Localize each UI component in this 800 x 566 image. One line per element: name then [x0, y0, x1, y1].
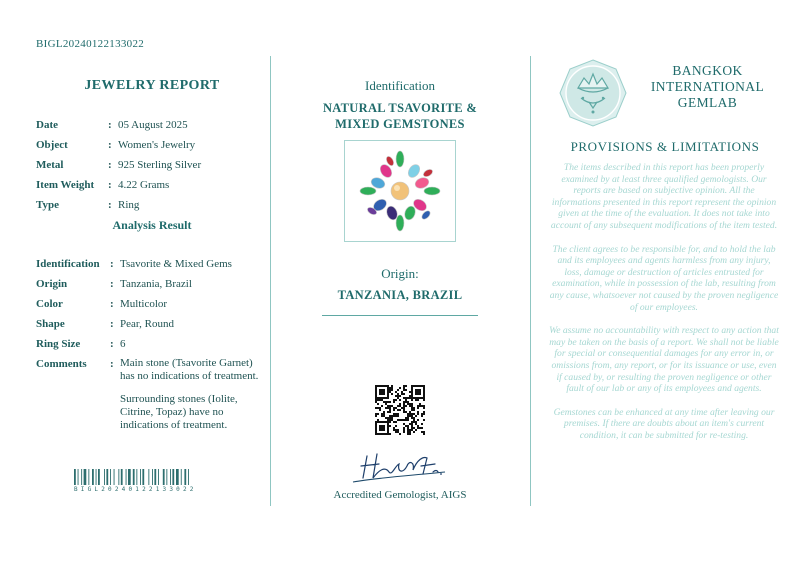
field-label: Date — [36, 119, 58, 131]
lab-name-line1: BANGKOK — [672, 63, 743, 78]
barcode — [74, 469, 230, 493]
provisions-text — [549, 162, 779, 453]
divider-right — [530, 56, 531, 506]
identification-title-line2: MIXED GEMSTONES — [335, 117, 465, 131]
field-label: Identification — [36, 258, 100, 270]
field-label: Origin — [36, 278, 68, 290]
divider-left — [270, 56, 271, 506]
field-label: Item Weight — [36, 179, 95, 191]
field-value: 925 Sterling Silver — [118, 159, 202, 171]
field-label: Metal — [36, 159, 64, 171]
identification-title — [300, 100, 500, 132]
field-colon: : — [110, 358, 114, 370]
gem-crown-seal-icon — [558, 58, 628, 128]
field-value: Tanzania, Brazil — [120, 278, 192, 290]
lab-name-line3: GEMLAB — [677, 95, 738, 110]
comments-text — [120, 357, 268, 442]
field-label: Color — [36, 298, 63, 310]
field-row-object — [36, 138, 268, 152]
analysis-row-color — [36, 297, 268, 311]
gem-photo-frame — [344, 140, 456, 242]
analysis-row-ring-size — [36, 337, 268, 351]
field-colon: : — [108, 199, 112, 211]
provision-paragraph-1: The items described in this report has been properly examined by at least three qualified gemologists. Our reports are based on subjective opinion. All the informations presented in this report represent the opinion given at the time of the evaluation. It does not take into account of any subsequent modifications of the item tested. — [550, 162, 778, 231]
field-colon: : — [110, 318, 114, 330]
analysis-row-comments — [36, 357, 268, 442]
field-colon: : — [108, 139, 112, 151]
field-label: Type — [36, 199, 60, 211]
provision-paragraph-3: We assume no accountability with respect to any action that may be taken on the basis of a report. We shall not be liable for special or consequential damages for any error in, or omissions from, any report, or for its issuance or use, even if caused by, or resulting the proven negligence or other fault of our lab or any of its employees and agents. — [549, 325, 779, 395]
lab-name — [640, 63, 775, 111]
field-colon: : — [108, 159, 112, 171]
field-row-date — [36, 118, 268, 132]
field-row-item-weight — [36, 178, 268, 192]
origin-value: TANZANIA, BRAZIL — [337, 288, 463, 302]
field-colon: : — [108, 119, 112, 131]
comment-surrounding-stones: Surrounding stones (Iolite, Citrine, Topaz) have no indications of treatment. — [120, 393, 238, 431]
analysis-row-shape — [36, 317, 268, 331]
field-value: Pear, Round — [120, 318, 174, 330]
comment-main-stone: Main stone (Tsavorite Garnet) has no indications of treatment. — [120, 357, 259, 382]
field-value: Tsavorite & Mixed Gems — [120, 258, 232, 270]
provisions-title: PROVISIONS & LIMITATIONS — [570, 139, 760, 154]
identification-title-line1: NATURAL TSAVORITE & — [322, 101, 478, 115]
field-colon: : — [110, 338, 114, 350]
field-colon: : — [108, 179, 112, 191]
field-value: Ring — [118, 199, 140, 211]
report-title: JEWELRY REPORT — [84, 78, 220, 93]
field-colon: : — [110, 258, 114, 270]
analysis-row-origin — [36, 277, 268, 291]
field-label: Shape — [36, 318, 65, 330]
field-value: 4.22 Grams — [118, 179, 170, 191]
origin-label: Origin: — [381, 266, 419, 281]
analysis-title: Analysis Result — [112, 218, 192, 232]
analysis-row-identification — [36, 257, 268, 271]
gemologist-caption: Accredited Gemologist, AIGS — [333, 489, 467, 501]
field-row-type — [36, 198, 268, 212]
field-colon: : — [110, 298, 114, 310]
field-row-metal — [36, 158, 268, 172]
field-label: Comments — [36, 358, 87, 370]
identification-panel — [300, 78, 500, 316]
qr-code-icon — [375, 385, 425, 435]
jewelry-report-panel — [36, 78, 268, 448]
origin-underline — [322, 315, 478, 316]
field-label: Ring Size — [36, 338, 81, 350]
signature-icon — [345, 448, 455, 488]
item-details — [36, 118, 268, 212]
field-value: 6 — [120, 338, 126, 350]
provision-paragraph-4: Gemstones can be enhanced at any time after leaving our premises. If there are doubts about an item's current condition, it can be submitted for re-testing. — [553, 406, 775, 441]
analysis-results — [36, 257, 268, 442]
identification-label: Identification — [364, 78, 436, 93]
provision-paragraph-2: The client agrees to be responsible for, and to hold the lab and its employees and agents harmless from any injury, loss, damage or destruction of articles entrusted for examination, while in possession of the lab, resulting from any cause, whatsoever not caused by the proven negligence of our employees. — [549, 243, 779, 313]
field-colon: : — [110, 278, 114, 290]
report-id: BIGL20240122133022 — [36, 38, 145, 50]
lab-name-line2: INTERNATIONAL — [650, 79, 765, 94]
barcode-icon — [74, 469, 230, 485]
field-label: Object — [36, 139, 68, 151]
field-value: Multicolor — [120, 298, 168, 310]
field-value: Women's Jewelry — [118, 139, 196, 151]
field-value: 05 August 2025 — [118, 119, 188, 131]
gemstone-ring-icon — [354, 145, 446, 237]
barcode-text: BIGL20240122133022 — [74, 486, 197, 493]
